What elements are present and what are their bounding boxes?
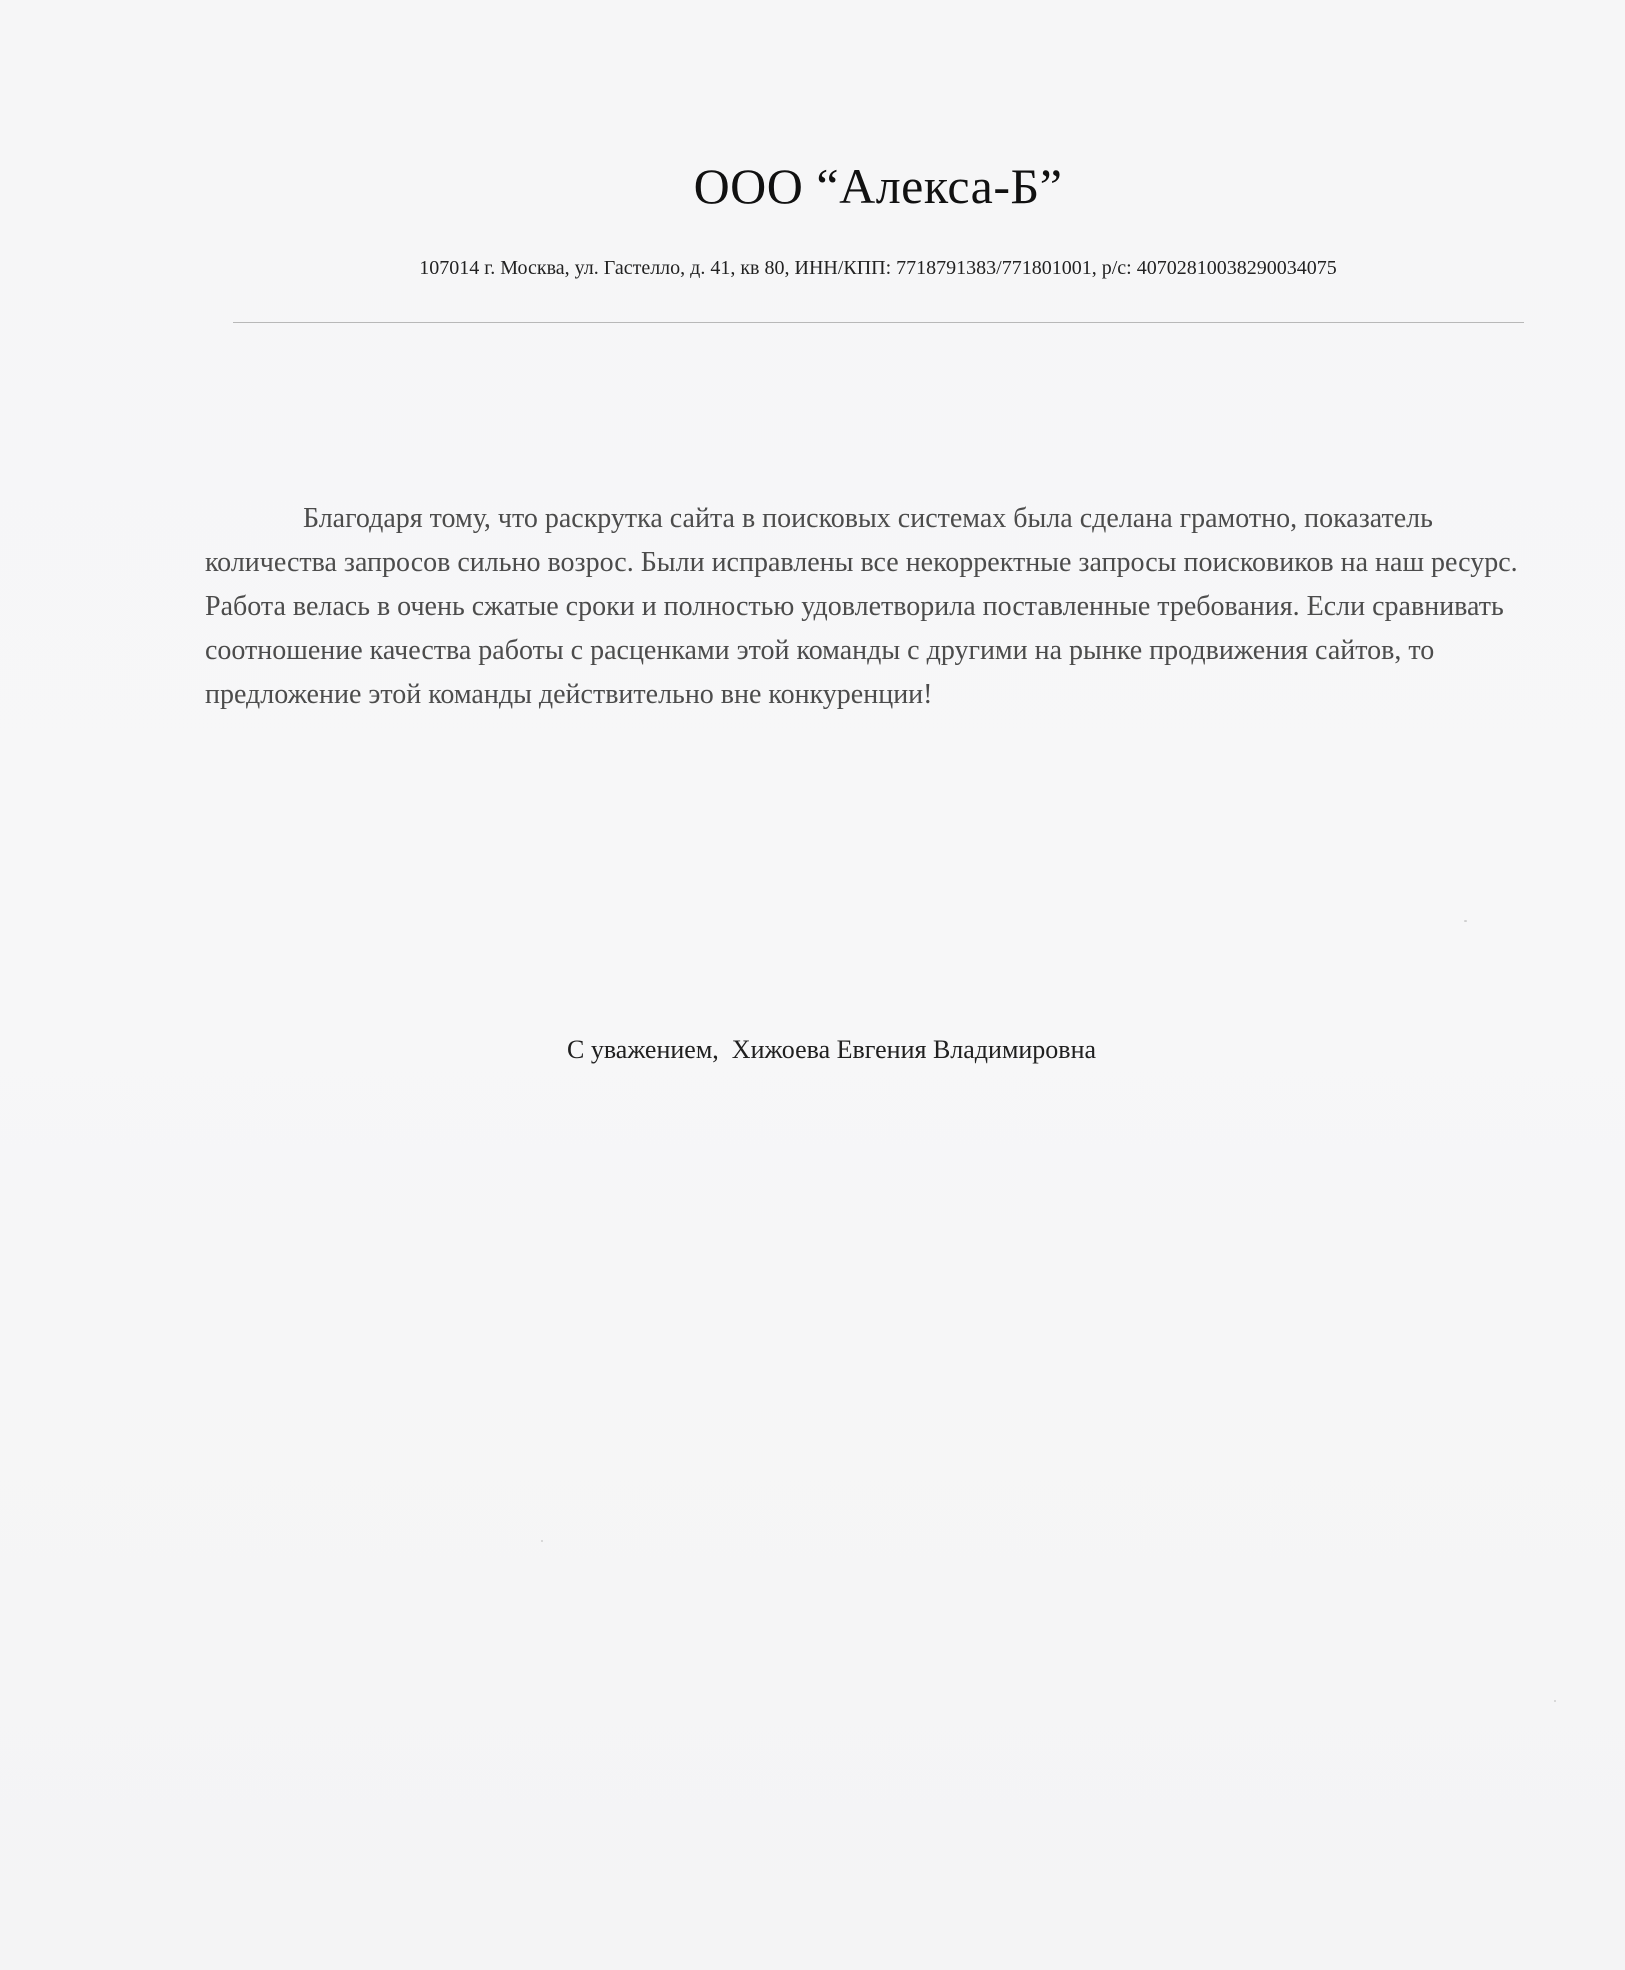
- signature-line: С уважением, Хижоева Евгения Владимировна: [567, 1035, 1097, 1064]
- paper-speck: [1554, 1700, 1556, 1702]
- paper-speck: [1464, 920, 1467, 922]
- header-divider: [233, 322, 1524, 323]
- letter-paragraph: Благодаря тому, что раскрутка сайта в поисковых системах была сделана грамотно, показатель количества запросов сильно возрос. Были исправлены все некорректные запросы поисковиков на наш ресурс. Работа велась в очень сжатые сроки и полностью удовлетворила поставленные требования. Если сравнивать соотношение качества работы с расценками этой команды с другими на рынке продвижения сайтов, то предложение этой команды действительно вне конкуренции!: [205, 503, 1518, 710]
- company-name: ООО “Алекса-Б”: [693, 158, 1063, 214]
- paper-speck: [541, 1540, 543, 1542]
- letter-body: [205, 497, 1548, 717]
- company-details: 107014 г. Москва, ул. Гастелло, д. 41, кв 80, ИНН/КПП: 7718791383/771801001, р/с: 40702810038290034075: [419, 257, 1337, 279]
